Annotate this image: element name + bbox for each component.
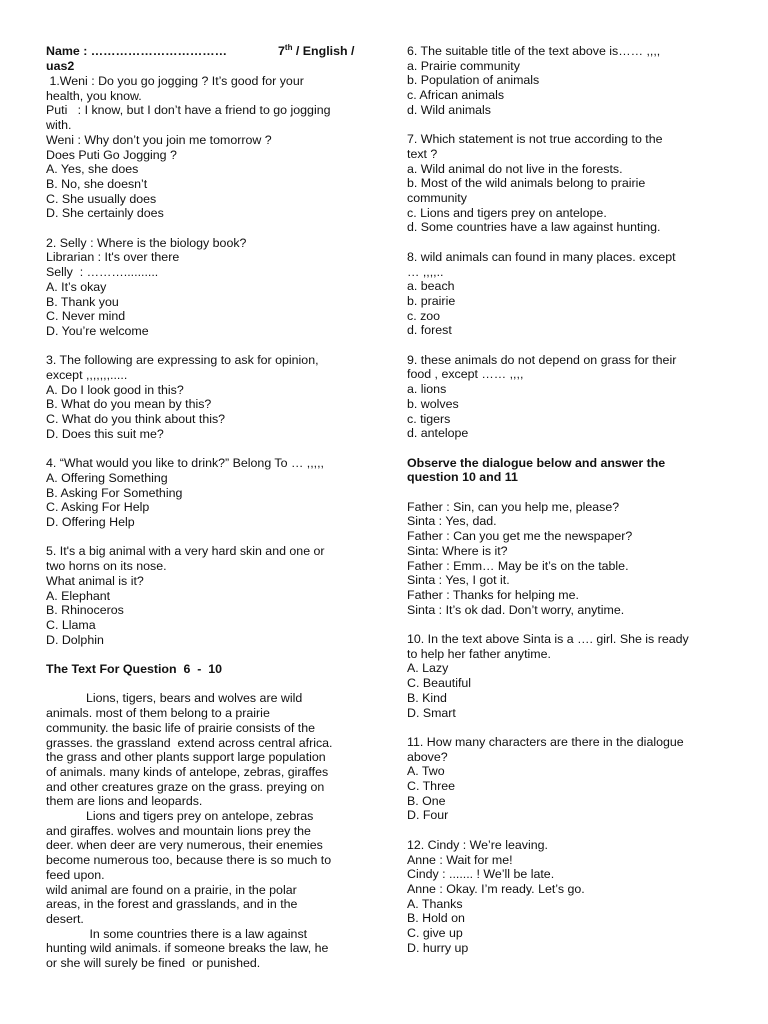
text-line: What animal is it? xyxy=(46,573,144,588)
text-line: In some countries there is a law against xyxy=(86,926,308,941)
text-line: C. Llama xyxy=(46,617,96,632)
text-line: D. Offering Help xyxy=(46,515,135,530)
text-line: areas, in the forest and grasslands, and in the xyxy=(46,897,298,912)
text-line: a. lions xyxy=(407,382,447,397)
text-line: except ,,,,,,,..... xyxy=(46,368,128,383)
text-line: to help her father anytime. xyxy=(407,646,551,661)
text-line: b. wolves xyxy=(407,396,459,411)
text-line: d. antelope xyxy=(407,426,469,441)
text-line: deer. when deer are very numerous, their enemies xyxy=(46,838,323,853)
text-line: Father : Can you get me the newspaper? xyxy=(407,529,633,544)
text-line: 6. The suitable title of the text above is…… ,,,, xyxy=(407,44,661,58)
text-line: A. Thanks xyxy=(407,896,463,911)
left-question-list xyxy=(46,74,368,971)
text-line: B. Asking For Something xyxy=(46,485,183,500)
blank-line xyxy=(407,617,727,632)
blank-line xyxy=(407,720,727,735)
section-heading: The Text For Question 6 - 10 xyxy=(46,662,223,677)
text-line: of animals. many kinds of antelope, zebras, giraffes xyxy=(46,764,329,779)
text-line: Lions, tigers, bears and wolves are wild xyxy=(86,691,303,706)
text-line: 4. “What would you like to drink?” Belong To … ,,,,, xyxy=(46,456,325,471)
blank-line xyxy=(46,677,368,692)
text-line: community xyxy=(407,191,467,206)
text-line: feed upon. xyxy=(46,867,105,882)
text-line: D. She certainly does xyxy=(46,206,164,221)
blank-line xyxy=(46,647,368,662)
text-line: B. Rhinoceros xyxy=(46,603,124,618)
text-line: … ,,,,.. xyxy=(407,264,447,279)
text-line: 5. It's a big animal with a very hard skin and one or xyxy=(46,544,325,559)
blank-line xyxy=(46,530,368,545)
text-line: D. You’re welcome xyxy=(46,323,149,338)
text-line: A. Two xyxy=(407,764,445,779)
section-heading: Observe the dialogue below and answer the xyxy=(407,455,666,470)
blank-line xyxy=(407,118,727,133)
text-line: Puti : I know, but I don’t have a friend to go jogging xyxy=(46,103,331,118)
text-line: Lions and tigers prey on antelope, zebras xyxy=(86,809,314,824)
header-line xyxy=(46,44,368,74)
text-line: Sinta: Where is it? xyxy=(407,543,508,558)
text-line: A. It’s okay xyxy=(46,279,107,294)
text-line: A. Lazy xyxy=(407,661,449,676)
blank-line xyxy=(46,221,368,236)
right-question-list xyxy=(407,44,727,955)
text-line: b. prairie xyxy=(407,293,456,308)
text-line: Selly : ……….......... xyxy=(46,265,159,280)
text-line: B. Kind xyxy=(407,690,447,705)
text-line: C. Beautiful xyxy=(407,676,472,691)
text-line: C. Never mind xyxy=(46,309,126,324)
text-line: wild animal are found on a prairie, in the polar xyxy=(46,882,297,897)
text-line: A. Do I look good in this? xyxy=(46,382,184,397)
text-line: Does Puti Go Jogging ? xyxy=(46,147,177,162)
blank-line xyxy=(407,235,727,250)
text-line: b. Population of animals xyxy=(407,73,540,88)
text-line: C. What do you think about this? xyxy=(46,412,226,427)
text-line: desert. xyxy=(46,911,84,926)
text-line: D. Four xyxy=(407,808,449,823)
text-line: c. zoo xyxy=(407,308,441,323)
text-line: Sinta : It’s ok dad. Don’t worry, anytime. xyxy=(407,602,625,617)
text-line: 12. Cindy : We’re leaving. xyxy=(407,837,548,852)
text-line: D. Dolphin xyxy=(46,632,104,647)
text-line: the grass and other plants support large population xyxy=(46,750,326,765)
text-line: and other creatures graze on the grass. preying on xyxy=(46,779,325,794)
text-line: Father : Sin, can you help me, please? xyxy=(407,499,620,514)
section-heading: question 10 and 11 xyxy=(407,470,518,485)
text-line: D. Smart xyxy=(407,705,456,720)
text-line: B. No, she doesn’t xyxy=(46,176,148,191)
text-line: c. tigers xyxy=(407,411,451,426)
text-line: Sinta : Yes, I got it. xyxy=(407,573,510,588)
text-line: c. African animals xyxy=(407,88,505,103)
blank-line xyxy=(407,441,727,456)
text-line: C. She usually does xyxy=(46,191,157,206)
text-line: C. give up xyxy=(407,926,463,941)
text-line: A. Offering Something xyxy=(46,470,168,485)
text-line: health, you know. xyxy=(46,88,142,103)
text-line: D. hurry up xyxy=(407,940,469,955)
text-line: c. Lions and tigers prey on antelope. xyxy=(407,205,607,220)
text-line: a. beach xyxy=(407,279,455,294)
text-line: 9. these animals do not depend on grass for their xyxy=(407,352,677,367)
text-line: two horns on its nose. xyxy=(46,559,167,574)
left-column xyxy=(46,44,368,971)
text-line: C. Asking For Help xyxy=(46,500,150,515)
class-info: 7th / English / uas2 xyxy=(46,42,355,73)
text-line: Sinta : Yes, dad. xyxy=(407,514,497,529)
name-field-label: Name : …………………………… xyxy=(46,44,228,58)
text-line: Anne : Wait for me! xyxy=(407,852,513,867)
text-line: community. the basic life of prairie consists of the xyxy=(46,720,316,735)
text-line: animals. most of them belong to a prairie xyxy=(46,706,270,721)
text-line: d. forest xyxy=(407,323,452,338)
right-column xyxy=(407,44,727,955)
text-line: grasses. the grassland extend across central africa. xyxy=(46,735,333,750)
text-line: 2. Selly : Where is the biology book? xyxy=(46,235,247,250)
text-line: Father : Thanks for helping me. xyxy=(407,587,579,602)
text-line: with. xyxy=(46,118,72,133)
text-line: B. Thank you xyxy=(46,294,119,309)
blank-line xyxy=(46,339,368,354)
text-line: B. What do you mean by this? xyxy=(46,397,212,412)
text-line: Anne : Okay. I’m ready. Let’s go. xyxy=(407,881,585,896)
text-line: 3. The following are expressing to ask for opinion, xyxy=(46,353,319,368)
text-line: become numerous too, because there is so much to xyxy=(46,853,332,868)
text-line: A. Elephant xyxy=(46,588,111,603)
blank-line xyxy=(407,823,727,838)
text-line: a. Prairie community xyxy=(407,58,520,73)
text-line: them are lions and leopards. xyxy=(46,794,203,809)
text-line: Cindy : ....... ! We’ll be late. xyxy=(407,867,555,882)
text-line: 10. In the text above Sinta is a …. girl. She is ready xyxy=(407,632,689,647)
text-line: b. Most of the wild animals belong to prairie xyxy=(407,176,646,191)
text-line: or she will surely be fined or punished. xyxy=(46,956,261,971)
text-line: 1.Weni : Do you go jogging ? It’s good for your xyxy=(46,74,304,88)
blank-line xyxy=(46,442,368,457)
text-line: above? xyxy=(407,749,448,764)
text-line: food , except …… ,,,, xyxy=(407,367,524,382)
text-line: Weni : Why don’t you join me tomorrow ? xyxy=(46,132,272,147)
text-line: C. Three xyxy=(407,779,455,794)
text-line: text ? xyxy=(407,146,438,161)
text-line: Father : Emm… May be it’s on the table. xyxy=(407,558,629,573)
text-line: D. Does this suit me? xyxy=(46,426,164,441)
text-line: d. Some countries have a law against hunting. xyxy=(407,220,661,235)
text-line: hunting wild animals. if someone breaks the law, he xyxy=(46,941,329,956)
blank-line xyxy=(407,485,727,500)
text-line: a. Wild animal do not live in the forests. xyxy=(407,161,623,176)
blank-line xyxy=(407,338,727,353)
text-line: B. One xyxy=(407,793,446,808)
text-line: and giraffes. wolves and mountain lions prey the xyxy=(46,823,311,838)
text-line: A. Yes, she does xyxy=(46,162,139,177)
text-line: 7. Which statement is not true according to the xyxy=(407,132,663,147)
text-line: 11. How many characters are there in the dialogue xyxy=(407,734,684,749)
text-line: Librarian : It's over there xyxy=(46,250,180,265)
text-line: 8. wild animals can found in many places. except xyxy=(407,249,676,264)
text-line: B. Hold on xyxy=(407,911,465,926)
text-line: d. Wild animals xyxy=(407,102,492,117)
